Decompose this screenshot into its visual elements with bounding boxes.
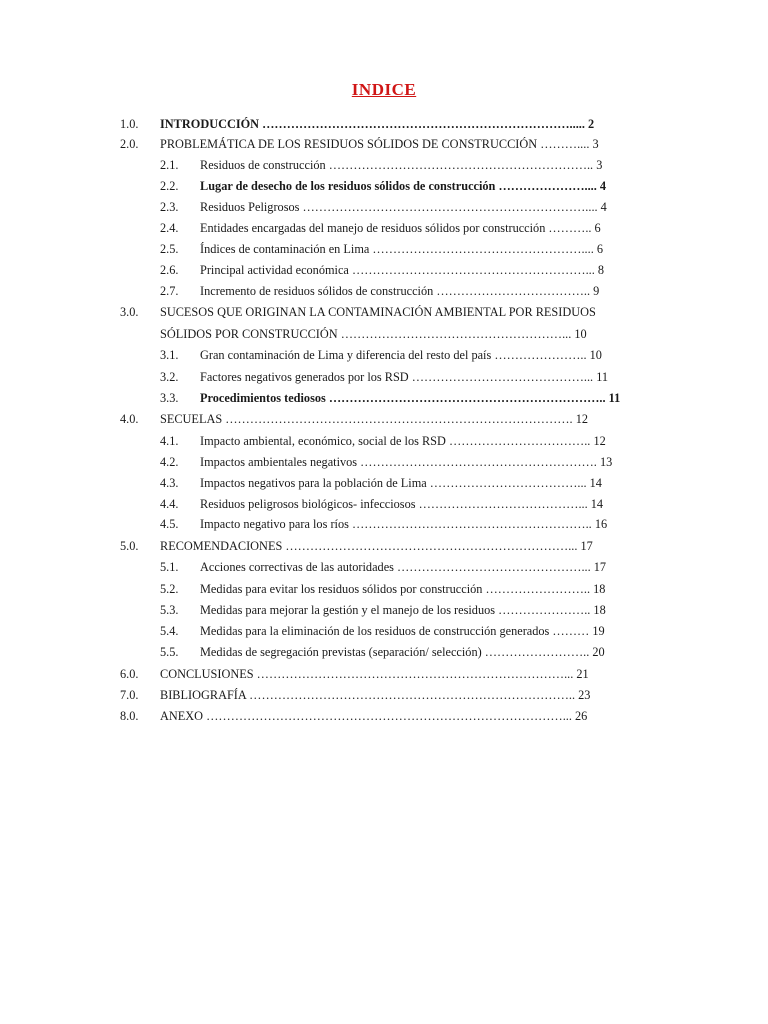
- toc-text: Factores negativos generados por los RSD ……………………………………... 11: [200, 370, 609, 384]
- toc-text: Impactos negativos para la población de Lima ………………………………... 14: [200, 476, 602, 490]
- toc-text: Gran contaminación de Lima y diferencia del resto del país ………………….. 10: [200, 348, 602, 362]
- toc-number: 5.3.: [160, 603, 179, 617]
- toc-number: 2.2.: [160, 179, 179, 193]
- toc-number: 6.0.: [120, 667, 139, 681]
- toc-text: SECUELAS …………………………………………………………………………. 12: [160, 412, 589, 426]
- toc-text: Procedimientos tediosos ………………………………………………………….. 11: [200, 391, 621, 405]
- toc-text: INTRODUCCIÓN …………………………………………………………………..... 2: [160, 117, 595, 131]
- toc-text: Principal actividad económica …………………………………………………... 8: [200, 263, 605, 277]
- toc-number: 4.2.: [160, 455, 179, 469]
- toc-number: 5.5.: [160, 645, 179, 659]
- toc-number: 4.4.: [160, 497, 179, 511]
- toc-number: 7.0.: [120, 688, 139, 702]
- toc-number: 3.2.: [160, 370, 179, 384]
- toc-text: SÓLIDOS POR CONSTRUCCIÓN ………………………………………………... 10: [160, 327, 587, 341]
- toc-text: RECOMENDACIONES ……………………………………………………………... 17: [160, 539, 593, 553]
- toc-number: 4.5.: [160, 517, 179, 531]
- toc-text: Incremento de residuos sólidos de construcción ……………………………….. 9: [200, 284, 600, 298]
- toc-number: 2.6.: [160, 263, 179, 277]
- toc-number: 5.1.: [160, 560, 179, 574]
- toc-number: 5.4.: [160, 624, 179, 638]
- toc-text: Acciones correctivas de las autoridades ………………………………………... 17: [200, 560, 607, 574]
- toc-number: 2.4.: [160, 221, 179, 235]
- toc-text: Impacto negativo para los ríos ………………………………………………….. 16: [200, 517, 608, 531]
- toc-number: 4.3.: [160, 476, 179, 490]
- toc-text: Medidas para la eliminación de los residuos de construcción generados ……… 19: [200, 624, 605, 638]
- toc-text: Residuos de construcción ……………………………………………………….. 3: [200, 158, 603, 172]
- toc-text: Medidas de segregación previstas (separación/ selección) …………………….. 20: [200, 645, 605, 659]
- toc-number: 2.7.: [160, 284, 179, 298]
- toc-number: 4.1.: [160, 434, 179, 448]
- toc-number: 3.1.: [160, 348, 179, 362]
- page-title: INDICE: [351, 80, 417, 99]
- toc-number: 5.0.: [120, 539, 139, 553]
- toc-text: Medidas para evitar los residuos sólidos por construcción …………………….. 18: [200, 582, 606, 596]
- toc-text: ANEXO ……………………………………………………………………………... 26: [160, 709, 588, 723]
- toc-number: 5.2.: [160, 582, 179, 596]
- toc-number: 2.0.: [120, 137, 139, 151]
- toc-text: PROBLEMÁTICA DE LOS RESIDUOS SÓLIDOS DE CONSTRUCCIÓN ……….... 3: [160, 137, 599, 151]
- toc-number: 2.1.: [160, 158, 179, 172]
- toc-text: Impacto ambiental, económico, social de los RSD …………………………….. 12: [200, 434, 606, 448]
- toc-text: Impactos ambientales negativos …………………………………………………. 13: [200, 455, 613, 469]
- toc-text: Residuos peligrosos biológicos- infecciosos …………………………………... 14: [200, 497, 604, 511]
- toc-number: 3.0.: [120, 305, 139, 319]
- toc-text: Lugar de desecho de los residuos sólidos de construcción ………………….... 4: [200, 179, 607, 193]
- toc-text: SUCESOS QUE ORIGINAN LA CONTAMINACIÓN AMBIENTAL POR RESIDUOS: [160, 305, 596, 319]
- toc-number: 2.3.: [160, 200, 179, 214]
- toc-text: Residuos Peligrosos …………………………………………………………….... 4: [200, 200, 607, 214]
- toc-text: Medidas para mejorar la gestión y el manejo de los residuos ………………….. 18: [200, 603, 606, 617]
- toc-text: BIBLIOGRAFÍA …………………………………………………………………….. 23: [160, 688, 591, 702]
- toc-number: 4.0.: [120, 412, 139, 426]
- toc-number: 2.5.: [160, 242, 179, 256]
- toc-text: CONCLUSIONES …………………………………………………………………... 21: [160, 667, 589, 681]
- toc-number: 3.3.: [160, 391, 179, 405]
- toc-text: Entidades encargadas del manejo de residuos sólidos por construcción ……….. 6: [200, 221, 601, 235]
- toc-number: 8.0.: [120, 709, 139, 723]
- toc-number: 1.0.: [120, 117, 139, 131]
- toc-text: Índices de contaminación en Lima …………………………………………….... 6: [200, 242, 603, 256]
